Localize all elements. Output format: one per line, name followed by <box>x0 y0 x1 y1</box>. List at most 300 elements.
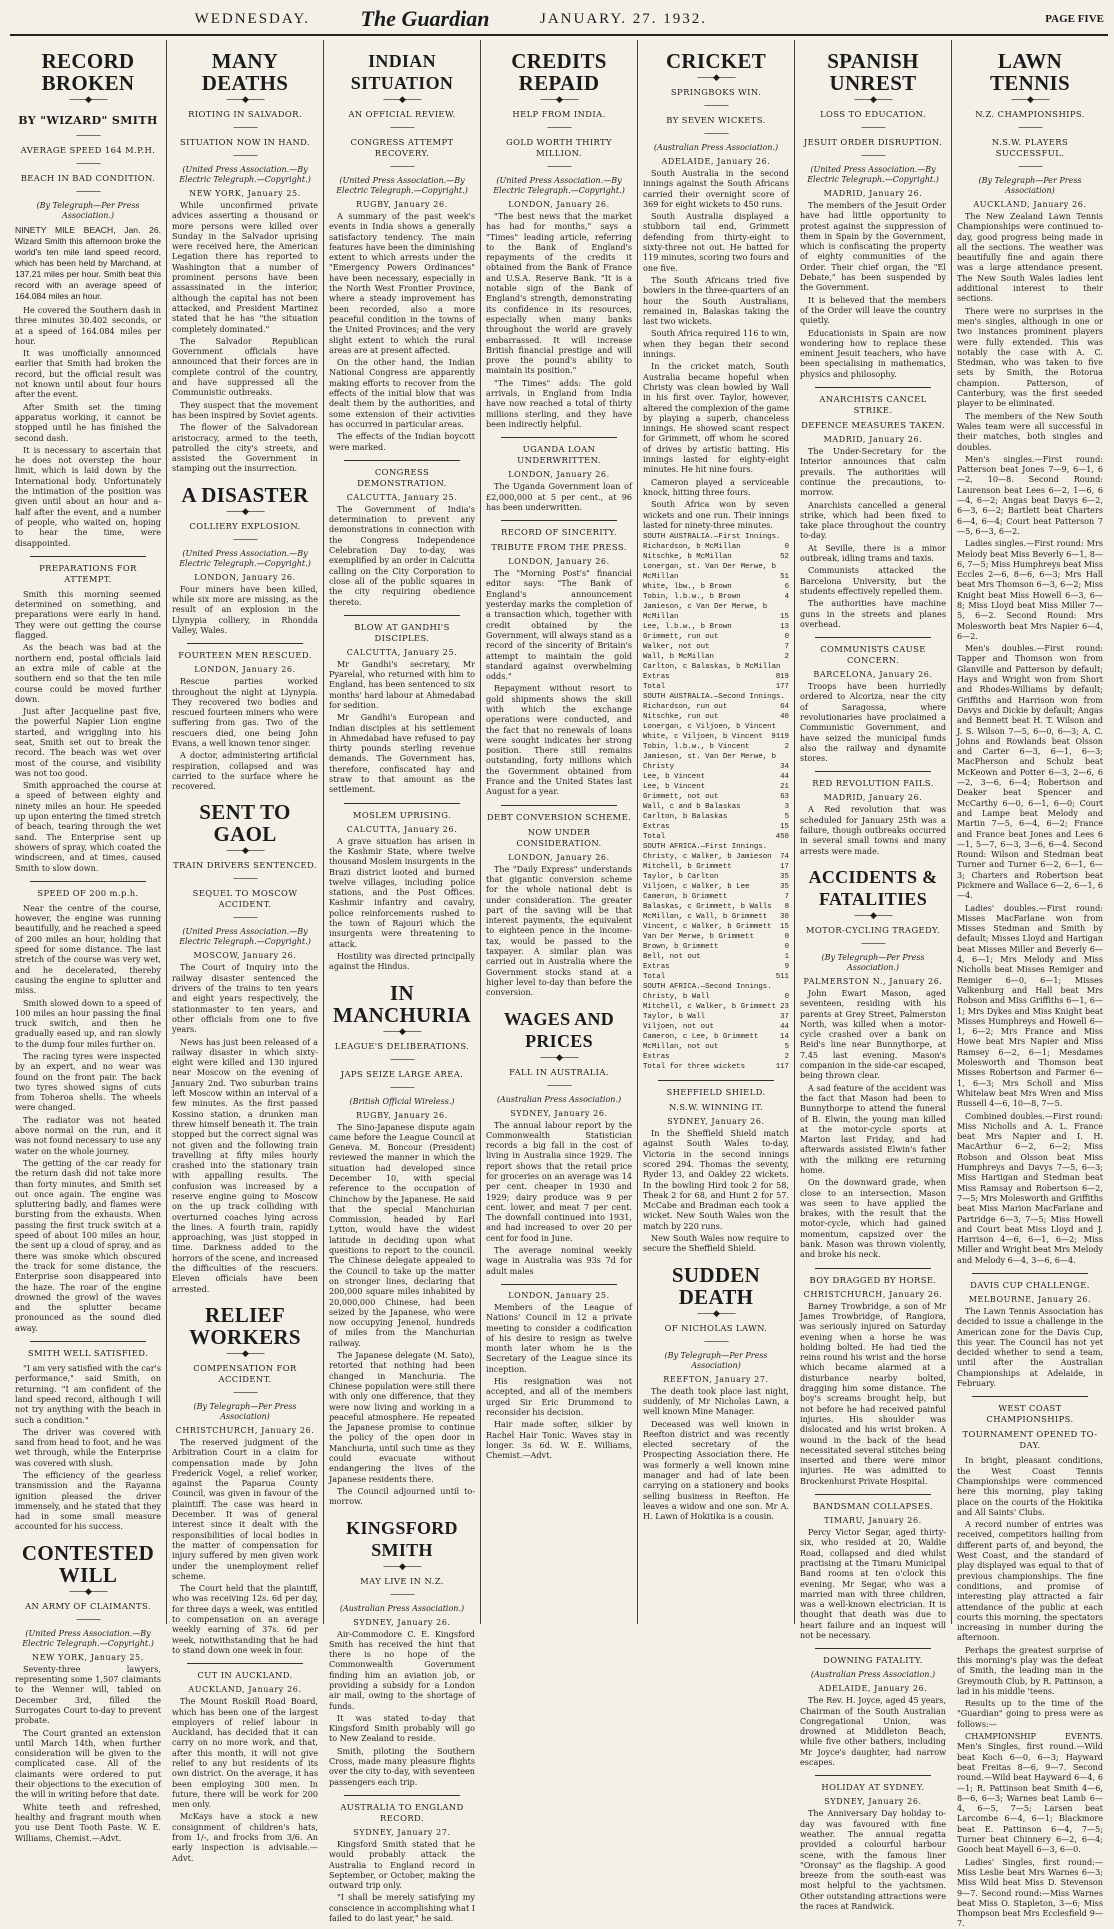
body-paragraph: There were no surprises in the men's singles, although in one or two instances prominent players were fully extended. This was notably the case with A. C. Stedman, who was taken to five sets by Smith, the Rotorua champion. Patterson, of Canterbury, was the first seeded player to be eliminated. <box>957 305 1103 409</box>
body-paragraph: On the downward grade, when close to an intersection, Mason was seen to have applied the brakes, with the result that the motor-cycle, which had gained momentum, capsized over the bank. Mason was thrown violently, and broke his neck. <box>800 1177 946 1260</box>
article <box>486 1008 632 1276</box>
scorecard-row <box>643 752 789 772</box>
runs: 0 <box>784 933 789 942</box>
article-subheading: LOSS TO EDUCATION. <box>820 109 926 119</box>
article-subheading: OF NICHOLAS LAWN. <box>664 1322 768 1333</box>
article-headline: CONTESTED WILL <box>21 1540 155 1587</box>
article-subheading: DOWNING FATALITY. <box>823 1655 923 1666</box>
body-paragraph: The effects of the Indian boycott were marked. <box>329 431 475 452</box>
scorecard-row <box>643 992 789 1002</box>
runs: 177 <box>775 683 789 692</box>
ornamental-rule: ——◆—— <box>540 1052 578 1063</box>
runs: 40 <box>780 713 789 722</box>
small-rule: ——— <box>547 1080 571 1091</box>
dateline: MADRID, January 26. <box>823 793 923 803</box>
dateline: CALCUTTA, January 25. <box>346 492 458 502</box>
dateline: SYDNEY, January 26. <box>510 1108 608 1118</box>
runs: 7 <box>784 893 789 902</box>
scorecard-row <box>643 1042 789 1052</box>
batsman: Lee, l.b.w., b Brown <box>643 623 732 632</box>
scorecard-row <box>643 1012 789 1022</box>
body-paragraph: In bright, pleasant conditions, the West Coast Tennis Championships were commenced here this morning, play taking place on the courts of the Hokitika and All Saints' Clubs. <box>957 1455 1103 1517</box>
article-headline: SUDDEN DEATH <box>671 1262 761 1309</box>
body-paragraph: Hair made softer, silkier by Rachel Hair Tonic. Waves stay in longer. 3s 6d. W. E. Williams, Chemist.—Advt. <box>486 1419 632 1461</box>
article <box>486 520 632 797</box>
dateline: LONDON, January 26. <box>508 200 610 209</box>
article-headline: CREDITS REPAID <box>511 49 607 95</box>
body-paragraph: "I shall be merely satisfying my conscience in accomplishing what I failed to do last year," he said. <box>329 1892 475 1924</box>
section-divider <box>815 637 931 638</box>
small-rule: ——— <box>76 131 100 141</box>
runs: 2 <box>784 743 789 752</box>
scorecard-title: SOUTH AUSTRALIA.—First Innings. <box>643 533 781 542</box>
body-paragraph: The Court of Inquiry into the railway disaster sentenced the drivers of the trains to ten years and eight years respectively, the stationmaster to ten years, and other officials from one to five years. <box>172 962 318 1035</box>
section-divider <box>815 1494 931 1495</box>
body-paragraph: The "Morning Post's" financial editor says: "The Bank of England's announcement yesterday marks the completion of a transaction which, together with credit obtained by the Government, will always stand as a record of the sincerity of Britain's attempt to maintain the gold standard against overwhelming odds." <box>486 568 632 682</box>
body-paragraph: Educationists in Spain are now wondering how to replace these eminent Jesuit teachers, who have been specialising in mathematics, physics and philosophy. <box>800 327 946 379</box>
article-headline: WAGES AND PRICES <box>503 1008 615 1051</box>
article <box>15 1542 161 1843</box>
batsman: Bell, not out <box>643 953 701 962</box>
batsman: Lee, b Vincent <box>643 783 706 792</box>
body-paragraph: A summary of the past week's events in India shows a generally satisfactory tendency. The main features have been the diminishing extent to which arrests under the "Emergency Powers Ordinances" have been necessary, especially in the North West Frontier Province, where a steady improvement has been recorded, also a more peaceful condition in the towns of the United Provinces; and the very slight extent to which the rural areas are at present affected. <box>329 211 475 355</box>
scorecard-row <box>643 742 789 752</box>
runs: 34 <box>780 763 789 772</box>
article <box>800 1494 946 1640</box>
article-subheading: DEBT CONVERSION SCHEME. <box>486 811 632 822</box>
article-subheading: DEFENCE MEASURES TAKEN. <box>801 420 945 431</box>
article-subheading: HELP FROM INDIA. <box>512 109 606 119</box>
section-divider <box>501 520 617 521</box>
scorecard-row <box>643 602 789 622</box>
batsman: Extras <box>643 963 670 972</box>
article-subheading: LEAGUE'S DELIBERATIONS. <box>334 1040 470 1051</box>
article <box>329 982 475 1507</box>
article-subheading: MOTOR-CYCLING TRAGEDY. <box>805 924 941 935</box>
body-paragraph: Air-Commodore C. E. Kingsford Smith has received the hint that there is no hope of the Commonwealth Government finding him an aviation job, or providing a subsidy for a London air mail, owing to the shortage of funds. <box>329 1628 475 1711</box>
column-4 <box>480 40 637 1624</box>
body-paragraph: Smith approached the course at a speed of between eighty and ninety miles an hour. He speeded up upon entering the timed stretch of beach, tearing through the wet sand. The Enterprise sent up showers of spray, which coated the windscreen, and at times, caused Smith to slow down. <box>15 780 161 873</box>
runs: 15 <box>780 823 789 832</box>
runs: 64 <box>780 703 789 712</box>
scorecard-row <box>643 622 789 632</box>
article-subheading: FALL IN AUSTRALIA. <box>509 1066 609 1077</box>
scorecard-row <box>643 672 789 682</box>
body-paragraph: Just after Jacqueline past five, the powerful Napier Lion engine started, and wriggling into his seat, Smith set out to break the record. The beach was wet over most of the course, and visibility was not too good. <box>15 706 161 778</box>
body-paragraph: Mr Gandhi's secretary, Mr Pyarelal, who returned with him to England, has been sentenced to six months' hard labour at Ahmedabad for sedition. <box>329 658 475 710</box>
ornamental-rule: ——◆—— <box>854 910 892 921</box>
ornamental-rule: ——◆—— <box>383 1026 421 1037</box>
article-subheading: AN ARMY OF CLAIMANTS. <box>25 1600 151 1611</box>
runs: 51 <box>780 573 789 582</box>
section-divider <box>501 437 617 438</box>
article-subheading: GOLD WORTH THIRTY MILLION. <box>506 137 612 158</box>
article-headline: IN MANCHURIA <box>332 980 472 1027</box>
batsman: Grimmett, run out <box>643 633 719 642</box>
column-3 <box>323 40 480 1924</box>
runs: 44 <box>780 1023 789 1032</box>
runs: 7 <box>784 643 789 652</box>
body-paragraph: A doctor, administering artificial respiration, collapsed and was carried to the surface where he recovered. <box>172 750 318 792</box>
article-subheading: FOURTEEN MEN RESCUED. <box>178 650 312 661</box>
runs: 63 <box>780 793 789 802</box>
body-paragraph: Kingsford Smith stated that he would probably attack the Australia to England record in September, or October, making the outward trip only. <box>329 1838 475 1891</box>
article-subheading: DAVIS CUP CHALLENGE. <box>970 1279 1090 1290</box>
article <box>172 1304 318 1655</box>
article <box>329 1517 475 1787</box>
runs: 0 <box>784 993 789 1002</box>
body-paragraph: Mr Gandhi's European and Indian disciples at his settlement in Ahmedabad have refused to pay thirty pounds sterling revenue demands. The Government has, therefore, confiscated hay and straw to that amount as the settlement. <box>329 712 475 795</box>
scorecard-row <box>643 972 789 982</box>
column-7 <box>951 40 1108 1929</box>
scorecard-row <box>643 862 789 872</box>
dateline: SYDNEY, January 27. <box>353 1827 451 1837</box>
body-paragraph: At Seville, there is a minor outbreak, idling trams and taxis. <box>800 542 946 564</box>
article-subheading: BANDSMAN COLLAPSES. <box>812 1501 934 1512</box>
small-rule: ——— <box>390 1589 414 1600</box>
scorecard-row <box>643 712 789 722</box>
article-subheading: AVERAGE SPEED 164 M.P.H. <box>20 145 156 155</box>
body-paragraph: It is necessary to ascertain that he does not overstep the hour limit, which is laid down by the International body. Unfortunately the intimation of the position was given until about an hour and a-half after the event, and a number of people, who waited on, hoping to hear the time, were disappointed. <box>15 444 161 548</box>
body-paragraph: "The best news that the market has had for months," says a "Times" leading article, referring to the Bank of England's repayments of the credits it obtained from the Bank of France and U.S.A. Reserve Bank. "It is a notable sign of the Bank of England's strength, demonstrating its confidence in its resources, especially when many banks throughout the world are gravely embarrassed. It will increase British financial prestige and will prove the pound's ability to maintain its position." <box>486 211 632 376</box>
batsman: Richardson, run out <box>643 703 728 712</box>
body-paragraph: Ladies singles.—First round: Mrs Melody beat Miss Beverly 6—1, 8—6, 7—5; Miss Humphreys beat Miss Eccles 2—6, 8—6, 6—3; Mrs Hall beat Mrs Thomson 6—3, 6—2; Miss Knight beat Miss Howell 6—3, 6—8; Miss Lloyd beat Miss Miller 7—5, 6—2. Second Round: Mrs Molesworth beat Mrs Napier 6—4, 6—2. <box>957 538 1103 641</box>
small-rule: ——— <box>704 1336 728 1347</box>
agency-credit: (By Telegraph—Per Press Association) <box>664 1350 768 1370</box>
body-paragraph: They suspect that the movement has been inspired by Soviet agents. <box>172 399 318 420</box>
scorecard-row <box>643 542 789 552</box>
batsman: Viljoen, c Walker, b Lee <box>643 883 750 892</box>
section-divider <box>30 556 146 557</box>
section-divider <box>815 771 931 772</box>
article-subheading: MAY LIVE IN N.Z. <box>360 1575 444 1586</box>
article-subheading: CONGRESS DEMONSTRATION. <box>357 466 447 488</box>
section-divider <box>658 1080 774 1081</box>
scorecard-row <box>643 702 789 712</box>
body-paragraph: John Ewart Mason, aged seventeen, residing with his parents at Grey Street, Palmerston North, was killed when a motor-cycle crashed over a bank on Reid's line near Bunnythorpe, at 7.45 last evening. Mason's companion in the side-car escaped, being thrown clear. <box>800 987 946 1081</box>
body-paragraph: McKays have a stock a new consignment of children's hats, from 1/-, and frocks from 3/6. An early inspection is advisable.—Advt. <box>172 1811 318 1863</box>
body-paragraph: A grave situation has arisen in the Kashmir State, where twelve thousand Moslem insurgents in the Brazi district looted and burned twelve villages, including police stations, and the Post Offices. Kashmir infantry and cavalry, police reinforcements rushed to the town of Rajouri which the insurgents were threatening to attack. <box>329 835 475 949</box>
body-paragraph: The Court held that the plaintiff, who was receiving 12s. 6d per day, for three days a week, was entitled to compensation on an average weekly earning of 37s. 6d per week, notwithstanding that he had to stand down one week in four. <box>172 1583 318 1655</box>
batsman: Viljoen, not out <box>643 1023 714 1032</box>
body-paragraph: While unconfirmed private advices asserting a thousand or more persons were killed over Sunday in the Salvador uprising were received here, the American Legation there has reported to Washington that a number of prominent persons have been assassinated in the interior, although the capital has not been attacked, and President Martinez stated that he has "the situation completely dominated." <box>172 200 318 334</box>
dateline: CALCUTTA, January 26. <box>346 824 458 834</box>
body-paragraph: His resignation was not accepted, and all of the members urged Sir Eric Drummond to reconsider his decision. <box>486 1376 632 1417</box>
runs: 5 <box>784 813 789 822</box>
article <box>486 805 632 998</box>
section-divider <box>344 1795 460 1796</box>
article <box>800 1268 946 1486</box>
section-divider <box>972 1396 1088 1397</box>
runs: 35 <box>780 883 789 892</box>
runs: 117 <box>775 1063 789 1072</box>
small-rule: ——— <box>704 129 728 139</box>
body-paragraph: It was unofficially announced earlier that Smith had broken the record, but the official result was not known until about four hours after the event. <box>15 348 161 400</box>
dateline: MOSCOW, January 26. <box>193 951 297 961</box>
batsman: Carlton, b Balaskas <box>643 813 728 822</box>
scorecard-row <box>643 802 789 812</box>
runs: 19 <box>780 673 789 682</box>
agency-credit: (United Press Association.—By Electric Telegraph.—Copyright.) <box>179 548 311 568</box>
ornamental-rule: ——◆—— <box>226 846 264 857</box>
dateline: REEFTON, January 27. <box>663 1374 769 1384</box>
body-paragraph: Members of the League of Nations' Council in 12 a private meeting to consider a codification of his desire to resign as twelve month later whom he is the Secretary of the League since its inception. <box>486 1301 632 1374</box>
batsman: Vincent, c Walker, b Grimmett <box>643 923 772 932</box>
article-headline: KINGSFORD SMITH <box>346 1517 458 1560</box>
body-paragraph: Rescue parties worked throughout the night at Llynypia. They recovered two bodies and rescued fourteen miners who were suffering from gas. Two of the rescuers died, one being John Evans, a well known tenor singer. <box>172 676 318 748</box>
scorecard-row <box>643 902 789 912</box>
scorecard-row <box>643 782 789 792</box>
article-subheading: SPRINGBOKS WIN. <box>670 87 762 97</box>
section-divider <box>501 805 617 806</box>
batsman: Cameron, b Grimmett <box>643 893 728 902</box>
body-paragraph: The Uganda Government loan of £2,000,000 at 5 per cent., at 96 has been underwritten. <box>486 481 632 512</box>
scorecard-row <box>643 632 789 642</box>
article-subheading: MOSLEM UPRISING. <box>352 809 452 820</box>
scorecard-row <box>643 832 789 842</box>
agency-credit: (British Official Wireless.) <box>349 1096 455 1106</box>
body-paragraph: Barney Trowbridge, a son of Mr James Trowbridge, of Rangiora, was seriously injured on Saturday evening when a horse he was holding bolted. He had tied the reins round his wrist and the horse which became alarmed at a disturbance nearby bolted, dragging him some distance. The boy's screams brought help, but not before he had received painful injuries. His shoulder was dislocated and his wrist broken. A wound in the back of the head necessitated several stitches being inserted and there were minor injuries. He was admitted to Brockenhurst Private Hospital. <box>800 1300 946 1486</box>
article <box>800 387 946 629</box>
batsman: Lee, b Vincent <box>643 773 706 782</box>
small-rule: ——— <box>233 874 257 885</box>
small-rule: ——— <box>233 123 257 133</box>
article-subheading: COLLIERY EXPLOSION. <box>189 520 301 531</box>
body-paragraph: Ladies' doubles.—First round: Misses MacFarlane won from Misses Stedman and Smith by default; Misses Lloyd and Hartigan beat Misses Miller and Beverly 6—4, 6—1; Mrs Melody and Miss Nicholls beat Misses Remiger and Remiger 6—0, 6—1; Misses Valkenburg and Hall beat Mrs Robson and Miss Griffiths 6—1, 6—1; Mrs Dykes and Miss Knight beat Misses Humphreys and Howell 6—1, 6—2; Mrs France and Miss Howe beat Mrs Napier and Miss Ramsey 6—2, 6—1; Mesdames Molesworth and Thomson beat Misses Robertson and Farmer 6—1, 6—3; Mrs Scholl and Miss Whitelaw beat Mrs Wren and Miss Russell 4—6, 10—8, 7—5. <box>957 902 1103 1109</box>
batsman: McMillan, not out <box>643 1043 719 1052</box>
batsman: Total <box>643 683 666 692</box>
runs: 30 <box>780 913 789 922</box>
agency-credit: (United Press Association.—By Electric Telegraph.—Copyright.) <box>807 165 939 184</box>
article <box>329 803 475 972</box>
agency-credit: (By Telegraph—Per Press Association) <box>193 1401 297 1421</box>
dateline: NEW YORK, January 25. <box>189 189 301 198</box>
batsman: Walker, not out <box>643 643 710 652</box>
batsman: Mitchell, b Grimmett <box>643 863 732 872</box>
scorecard-row <box>643 552 789 562</box>
ornamental-rule: ——◆—— <box>697 1308 735 1319</box>
runs: 21 <box>780 783 789 792</box>
body-paragraph: On the other hand, the Indian National Congress are apparently making efforts to recover from the effects of the initial blow that was dealt them by the authorities, and some extension of their activities has occurred in particular areas. <box>329 357 475 429</box>
section-divider <box>344 615 460 616</box>
body-paragraph: South Australia in the second innings against the South Africans carried their overnight score of 369 for eight wickets to 450 runs. <box>643 168 789 209</box>
dateline: LONDON, January 26. <box>508 852 610 862</box>
body-paragraph: Four miners have been killed, while six more are missing, as the result of an explosion in the Llynypia colliery, in Rhondda Valley, Wales. <box>172 583 318 635</box>
article <box>486 1284 632 1460</box>
scorecard-row <box>643 852 789 862</box>
body-paragraph: The reserved judgment of the Arbitration Court in a claim for compensation made by John Frederick Vogel, a relief worker, against the Paparua County Council, was given in favour of the plaintiff. The case was heard in December. It was of general interest since it dealt with the responsibilities of local bodies in the matter of compensation for injury suffered by men given work under the unemployment relief scheme. <box>172 1436 318 1581</box>
dateline: SYDNEY, January 26. <box>667 1117 765 1127</box>
body-paragraph: Results up to the time of the "Guardian" going to press were as follows:— <box>957 1698 1103 1729</box>
body-paragraph: Troops have been hurriedly ordered to Alcoriza, near the city of Saragossa, where revolutionaries have proclaimed a Communistic Government, and have seized the municipal funds also the railway and dynamite stores. <box>800 681 946 764</box>
dateline: LONDON, January 26. <box>508 557 610 567</box>
columns <box>10 40 1108 1929</box>
scorecard-row <box>643 892 789 902</box>
batsman: Nitschke, b McMillan <box>643 553 732 562</box>
runs: 13 <box>780 623 789 632</box>
masthead-page-number: PAGE FIVE <box>1045 13 1104 25</box>
dateline: RUGBY, January 26. <box>356 200 448 209</box>
section-divider <box>501 1284 617 1285</box>
batsman: Jamieson, c Van Der Merwe, b McMillan <box>643 603 768 622</box>
dateline: PALMERSTON N., January 26. <box>803 976 943 986</box>
dateline: BARCELONA, January 26. <box>813 670 933 680</box>
scorecard-row <box>643 822 789 832</box>
batsman: Christy, b Wall <box>643 993 710 1002</box>
scorecard-row <box>643 812 789 822</box>
article-subheading: N.S.W. PLAYERS SUCCESSFUL. <box>991 137 1069 158</box>
small-rule: ——— <box>390 1054 414 1065</box>
section-divider <box>815 1268 931 1269</box>
ornamental-rule: ——◆—— <box>383 95 421 105</box>
scorecard-row <box>643 582 789 592</box>
body-paragraph: The getting of the car ready for the return dash did not take more than forty minutes, and Smith set out once again. The engine was spluttering badly, and flames were bursting from the exhausts. When passing the first truck switch at a speed of about 100 miles an hour, the sent up a cloud of spray, and as there was smoke which obscured the track for some distance, the Enterprise soon disappeared into the haze. The roar of the engine drowned the growl of the waves and the splutter became pronounced as the sound died away. <box>15 1157 161 1333</box>
body-paragraph: Communists attacked the Barcelona University, but the students effectively repelled them. <box>800 565 946 596</box>
body-paragraph: Ladies' Singles, first round:—Miss Leslie beat Mrs Warnes 6—3; Miss Wild beat Miss D. Stevenson 9—7. Second round:—Miss Warnes beat Miss O. Stapleton, 3—6; Miss Thompson beat Mrs Ecclesfield 9—7. <box>957 1856 1103 1929</box>
article <box>800 1648 946 1767</box>
runs: 0 <box>784 943 789 952</box>
small-rule: ——— <box>233 1387 257 1398</box>
article-subheading: COMMUNISTS CAUSE CONCERN. <box>820 644 926 666</box>
masthead-title: The Guardian <box>360 6 490 31</box>
runs: 5 <box>784 1043 789 1052</box>
section-divider <box>344 460 460 461</box>
body-paragraph: The flower of the Salvadorean aristocracy, armed to the teeth, patrolled the city's streets, and assisted the Government in stamping out the insurrection. <box>172 422 318 474</box>
dateline: TIMARU, January 26. <box>824 1516 922 1526</box>
body-paragraph: The efficiency of the gearless transmission and the Rayanna ignition pleased the driver immensely, and he stated that they had in some small measure accounted for his success. <box>15 1469 161 1532</box>
dateline: CALCUTTA, January 25. <box>346 647 458 657</box>
column-6 <box>794 40 951 1912</box>
dateline: AUCKLAND, January 26. <box>973 200 1087 209</box>
scorecard-row <box>643 932 789 942</box>
scorecard-row <box>643 872 789 882</box>
runs: 8 <box>784 903 789 912</box>
body-paragraph: He covered the Southern dash in three minutes 30.402 seconds, or at a speed of 164.084 miles per hour. <box>15 305 161 346</box>
body-paragraph: The Rev. H. Joyce, aged 45 years, Chairman of the South Australian Congregational Union, was drowned at Middleton Beach, while five other bathers, including Mr Joyce's daughter, had narrow escapes. <box>800 1695 946 1768</box>
article-headline: SPANISH UNREST <box>827 49 919 95</box>
body-paragraph: "The Times" adds: The gold arrivals, in England from India have now reached a total of thirty millions sterling, and they have been indirectly helpful. <box>486 377 632 429</box>
scorecard-row <box>643 1052 789 1062</box>
article <box>172 801 318 1294</box>
scorecard-row <box>643 1062 789 1072</box>
scorecard-row <box>643 772 789 782</box>
article <box>643 50 789 1072</box>
batsman: Balaskas, c Grimmett, b Walls <box>643 903 772 912</box>
runs: 0 <box>784 543 789 552</box>
body-paragraph: CHAMPIONSHIP EVENTS. Men's Singles, first round.—Wild beat Koch 6—0, 6—3; Hayward beat Freitas 8—6, 9—7. Second round.—Wild beat Hayward 6—4, 6—1; R. Pattinson beat Smith 4—6, 8—6, 6—3; Warnes beat Lamb 6—4, 6—5, 7—5; Larsen beat Larcombe 6—4, 6—1; Blackmore beat E. Pattinson 6—4, 7—5; Turner beat Chinnery 6—2, 6—4; Gooch beat Mayell 6—3, 6—0. <box>957 1731 1103 1855</box>
scorecard-row <box>643 652 789 662</box>
body-paragraph: Hostility was directed principally against the Hindus. <box>329 950 475 972</box>
runs: 119 <box>775 733 789 742</box>
article-subheading: BY SEVEN WICKETS. <box>666 115 766 125</box>
dateline: LONDON, January 26. <box>508 470 610 480</box>
body-paragraph: It is believed that the members of the Order will leave the country quietly. <box>800 294 946 326</box>
small-rule: ——— <box>1018 123 1042 133</box>
runs: 44 <box>780 773 789 782</box>
body-paragraph: Anarchists cancelled a general strike, which had been fixed to take place throughout the country to-day. <box>800 499 946 541</box>
scorecard-row <box>643 1032 789 1042</box>
batsman: Extras <box>643 673 670 682</box>
body-paragraph: Men's singles.—First round: Patterson beat Jones 7—9, 6—1, 6—2, 10—8. Second Round: Laurenson beat Lees 6—2, 1—6, 6—4, 6—2; Angas beat Davys 6—2, 6—3, 6—2; Bartlett beat Charters 6—4, 6—4; Court beat Patterson 7—5, 6—3, 6—2. <box>957 453 1103 536</box>
body-paragraph: Perhaps the greatest surprise of this morning's play was the defeat of Smith, the leading man in the Greymouth Club, by R. Pattinson, a lad in his middle 'teens. <box>957 1644 1103 1696</box>
section-divider <box>30 881 146 882</box>
body-paragraph: The average nominal weekly wage in Australia was 93s 7d for adult males <box>486 1245 632 1276</box>
agency-credit: (By Telegraph—Per Press Association.) <box>36 201 140 220</box>
small-rule: ——— <box>390 162 414 172</box>
body-paragraph: South Africa required 116 to win, when they began their second innings. <box>643 328 789 360</box>
batsman: Total for three wickets <box>643 1063 746 1072</box>
article-subheading: BY "WIZARD" SMITH <box>18 114 158 127</box>
article-subheading: SEQUEL TO MOSCOW ACCIDENT. <box>192 888 298 910</box>
body-paragraph: New South Wales now require to secure the Sheffield Shield. <box>643 1233 789 1254</box>
batsman: Carlton, c Balaskas, b McMillan <box>643 663 781 672</box>
small-rule: ——— <box>76 159 100 169</box>
batsman: Lonergan, st. Van Der Merwe, b McMillan <box>643 563 777 582</box>
body-paragraph: The Japanese delegate (M. Sato), retorted that nothing had been changed in Manchuria. The Chinese population were still there with only one difference, that they were now living and working in a peaceful atmosphere. He repeated the Japanese promise to continue the policy of the open door in Manchuria, until such time as they could evacuate without endangering the lives of the Japanese residents there. <box>329 1350 475 1484</box>
batsman: Extras <box>643 1053 670 1062</box>
body-paragraph: The racing tyres were inspected by an expert, and no wear was found on the front pair. The back two tyres showed signs of cuts from Toheroa shells. The wheels were changed. <box>15 1051 161 1113</box>
article-subheading: SMITH WELL SATISFIED. <box>27 1348 149 1359</box>
body-paragraph: South Africa won by seven wickets and one run. Their innings lasted for ninety-three minutes. <box>643 499 789 530</box>
runs: 35 <box>780 873 789 882</box>
body-paragraph: After Smith set the timing apparatus working, it cannot be stopped until he has finished the second dash. <box>15 401 161 443</box>
article <box>172 643 318 791</box>
ornamental-rule: ——◆—— <box>854 95 892 105</box>
column-5 <box>637 40 794 1624</box>
article-headline: MANY DEATHS <box>201 49 289 95</box>
article <box>172 484 318 635</box>
runs: 3 <box>784 803 789 812</box>
dateline: LONDON, January 26. <box>194 572 296 582</box>
ornamental-rule: ——◆—— <box>226 1348 264 1359</box>
article-headline: ACCIDENTS & FATALITIES <box>808 866 938 909</box>
article-subheading: RED REVOLUTION FAILS. <box>812 778 934 789</box>
agency-credit: (Australian Press Association.) <box>653 143 779 152</box>
body-paragraph: Seventy-three lawyers, representing some 1,507 claimants to the Wenner will, tabled on December 3rd, filled the Surrogates Court to-day to prevent probate. <box>15 1663 161 1726</box>
agency-credit: (Australian Press Association.) <box>339 1603 465 1613</box>
small-rule: ——— <box>1018 162 1042 172</box>
article <box>957 1273 1103 1388</box>
article-subheading: TRIBUTE FROM THE PRESS. <box>491 542 627 553</box>
body-paragraph: The "Daily Express" understands that gigantic conversion scheme for the whole national debt is under consideration. The greater part of the saving will be that interest payments, the equivalent to eighteen pence in the income-tax, would be passed to the taxpayer. A similar plan was carried out in Australia where the Government stocks stand at a higher level to-day than before the conversion. <box>486 863 632 998</box>
article <box>329 50 475 452</box>
body-paragraph: The Under-Secretary for the Interior announces that calm prevails. The authorities will continue the precautions, to-morrow. <box>800 446 946 498</box>
body-paragraph: The Court granted an extension until March 14th, when further consideration will be given to the complicated case. All of the claimants were ordered to put their objections to the execution of the will in writing before that date. <box>15 1727 161 1800</box>
batsman: Extras <box>643 823 670 832</box>
agency-credit: (United Press Association.—By Electric Telegraph.—Copyright.) <box>179 165 311 184</box>
batsman: Tobin, l.b.w., b Brown <box>643 593 741 602</box>
runs: 6 <box>784 583 789 592</box>
body-paragraph: The Government of India's determination to prevent any demonstrations in connection with the Congress Independence Celebration Day to-day, was exemplified by an order in Calcutta calling on the City Corporation to close all of the public squares in the city requiring obedience thereto. <box>329 503 475 607</box>
article-headline: INDIAN SITUATION <box>350 51 454 93</box>
article-subheading: BEACH IN BAD CONDITION. <box>20 173 156 183</box>
article-headline: A DISASTER <box>181 482 309 507</box>
small-rule: ——— <box>861 151 885 161</box>
dateline: AUCKLAND, January 26. <box>188 1685 302 1695</box>
masthead-day: WEDNESDAY. <box>194 10 310 27</box>
article <box>172 50 318 474</box>
runs: 52 <box>780 553 789 562</box>
article-subheading: HOLIDAY AT SYDNEY. <box>821 1782 925 1793</box>
body-paragraph: News has just been released of a railway disaster in which sixty-eight were killed and 130 injured near Moscow on the evening of January 2nd. Two suburban trains left Moscow within an interval of a few minutes. As the first passed Kossino station, a drunken man threw himself beneath it. The train stopped but the correct signal was not given and the following train travelling at fifty miles hourly crashed into the stationary train with appalling results. The confusion was increased by a reserve engine going to Moscow on the up track colliding with overturned coaches lying across the lines. A fourth train, rapidly approaching, was just stopped in time. Darkness added to the horrors of the scene, and increased the difficulties of the rescuers. Eleven officials have been arrested. <box>172 1036 318 1294</box>
section-divider <box>972 1273 1088 1274</box>
ornamental-rule: ——◆—— <box>540 95 578 105</box>
small-rule: ——— <box>390 1082 414 1093</box>
batsman: Grimmett, not out <box>643 793 719 802</box>
column-2 <box>166 40 323 1863</box>
article-subheading: NOW UNDER CONSIDERATION. <box>516 826 602 848</box>
body-paragraph: The driver was covered with sand from head to foot, and he was wet through, while the Enterprise was covered with slush. <box>15 1426 161 1468</box>
